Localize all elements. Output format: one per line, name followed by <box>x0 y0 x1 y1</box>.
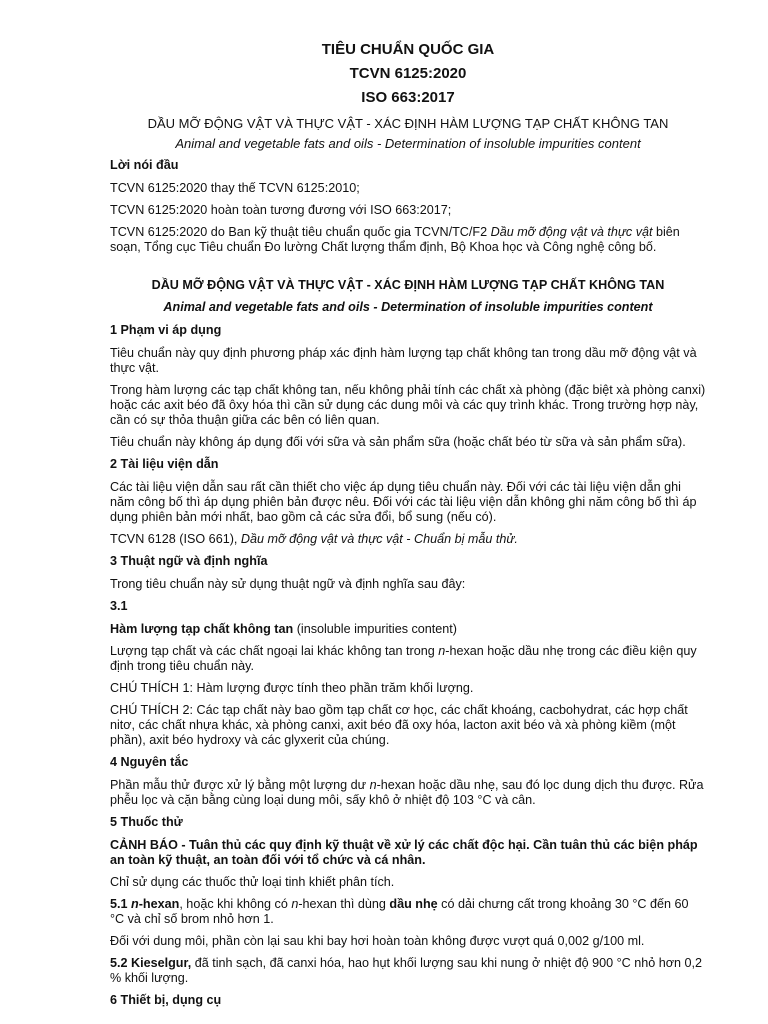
paragraph: Đối với dung môi, phần còn lại sau khi bay hơi hoàn toàn không được vượt quá 0,002 g/100 ml. <box>110 934 645 948</box>
text-run-bold: dầu nhẹ <box>389 897 438 911</box>
reference-item <box>110 532 706 547</box>
text-run: Phần mẫu thử được xử lý bằng một lượng dư <box>110 778 370 792</box>
section-heading: 2 Tài liệu viện dẫn <box>110 457 219 471</box>
paragraph <box>110 778 706 808</box>
foreword-paragraph: TCVN 6125:2020 thay thế TCVN 6125:2010; <box>110 181 360 195</box>
paragraph: Các tài liệu viện dẫn sau rất cần thiết cho việc áp dụng tiêu chuẩn này. Đối với các tài liệu viện dẫn ghi năm công bố thì áp dụng phiên bản được nêu. Đối với các tài liệu viện dẫn không ghi năm công bố thì áp dụng phiên bản mới nhất, bao gồm cả các sửa đổi, bổ sung (nếu có). <box>110 480 697 524</box>
paragraph: Chỉ sử dụng các thuốc thử loại tinh khiết phân tích. <box>110 875 395 889</box>
text-run: Lượng tạp chất và các chất ngoại lai khác không tan trong <box>110 644 439 658</box>
section-heading: 4 Nguyên tắc <box>110 755 189 769</box>
warning-text: CẢNH BÁO - Tuân thủ các quy định kỹ thuật về xử lý các chất độc hại. Cần tuân thủ các biện pháp an toàn kỹ thuật, an toàn đối với tổ chức và cá nhân. <box>110 838 698 867</box>
standard-title-en: Animal and vegetable fats and oils - Determination of insoluble impurities content <box>163 300 653 314</box>
foreword-heading: Lời nói đầu <box>110 158 179 172</box>
term-english: (insoluble impurities content) <box>293 622 457 636</box>
text-run: -hexan hoặc dầu nhẹ trong các điều kiện quy định trong tiêu chuẩn này. <box>110 644 697 673</box>
clause-number: 3.1 <box>110 599 128 613</box>
text-run-italic: Dầu mỡ động vật và thực vật - Chuẩn bị mẫu thử. <box>240 532 518 546</box>
text-run-italic: n <box>291 897 299 911</box>
section-heading: 3 Thuật ngữ và định nghĩa <box>110 554 268 568</box>
definition <box>110 644 706 674</box>
standard-subtitle-en: Animal and vegetable fats and oils - Determination of insoluble impurities content <box>175 136 641 151</box>
paragraph: Trong tiêu chuẩn này sử dụng thuật ngữ và định nghĩa sau đây: <box>110 577 466 591</box>
paragraph: Tiêu chuẩn này không áp dụng đối với sữa và sản phẩm sữa (hoặc chất béo từ sữa và sản phẩm sữa). <box>110 435 686 449</box>
item-number: 5.1 <box>110 897 132 911</box>
text-run-italic: n <box>369 778 377 792</box>
reagent-item <box>110 897 706 927</box>
iso-code: ISO 663:2017 <box>361 89 455 106</box>
text-run: -hexan thì dùng <box>298 897 390 911</box>
term <box>110 622 706 637</box>
text-run: đã tinh sạch, đã canxi hóa, hao hụt khối lượng sau khi nung ở nhiệt độ 900 °C nhỏ hơn 0,2 % khối lượng. <box>110 956 703 985</box>
note: CHÚ THÍCH 1: Hàm lượng được tính theo phần trăm khối lượng. <box>110 681 474 695</box>
standard-title: DẦU MỠ ĐỘNG VẬT VÀ THỰC VẬT - XÁC ĐỊNH HÀM LƯỢNG TẠP CHẤT KHÔNG TAN <box>151 278 665 292</box>
text-run: TCVN 6125:2020 do Ban kỹ thuật tiêu chuẩn quốc gia TCVN/TC/F2 <box>110 225 491 239</box>
paragraph: Tiêu chuẩn này quy định phương pháp xác định hàm lượng tạp chất không tan trong dầu mỡ động vật và thực vật. <box>110 346 697 375</box>
paragraph: Trong hàm lượng các tạp chất không tan, nếu không phải tính các chất xà phòng (đặc biệt xà phòng canxi) hoặc các axit béo đã ôxy hóa thì cần sử dụng các dung môi và các quy trình khác. Trong trường hợp này, cần có sự thỏa thuận giữa các bên có liên quan. <box>110 383 706 427</box>
section-heading: 6 Thiết bị, dụng cụ <box>110 993 222 1007</box>
text-run: -hexan hoặc dầu nhẹ, sau đó lọc dung dịch thu được. Rửa phễu lọc và cặn bằng cùng loại dung môi, sấy khô ở nhiệt độ 103 °C và cân. <box>110 778 704 807</box>
foreword-paragraph: TCVN 6125:2020 hoàn toàn tương đương với ISO 663:2017; <box>110 203 452 217</box>
text-run-bold: 5.2 Kieselgur, <box>110 956 192 970</box>
standard-type-title: TIÊU CHUẨN QUỐC GIA <box>321 41 495 58</box>
note: CHÚ THÍCH 2: Các tạp chất này bao gồm tạp chất cơ học, các chất khoáng, cacbohydrat, các hợp chất nitơ, các chất nhựa khác, xà phòng canxi, axit béo đã oxy hóa, lacton axit béo và xà phòng kiềm (một phần), axit béo hydroxy và các glyxerit của chúng. <box>110 703 688 747</box>
text-run-italic: n <box>438 644 446 658</box>
text-run-italic: Dầu mỡ động vật và thực vật <box>490 225 653 239</box>
term-name: Hàm lượng tạp chất không tan <box>110 622 294 636</box>
text-run: có dải chưng cất trong khoảng 30 °C đến 60 °C và chỉ số brom nhỏ hơn 1. <box>110 897 689 926</box>
text-run-bold-italic: n <box>131 897 139 911</box>
standard-subtitle: DẦU MỠ ĐỘNG VẬT VÀ THỰC VẬT - XÁC ĐỊNH HÀM LƯỢNG TẠP CHẤT KHÔNG TAN <box>147 116 669 131</box>
standard-code: TCVN 6125:2020 <box>349 65 467 82</box>
text-run-bold: -hexan <box>138 897 180 911</box>
text-run: biên soạn, Tổng cục Tiêu chuẩn Đo lường Chất lượng thẩm định, Bộ Khoa học và Công nghệ công bố. <box>110 225 680 254</box>
text-run: TCVN 6128 (ISO 661), <box>110 532 241 546</box>
document-header <box>110 38 706 154</box>
section-heading: 5 Thuốc thử <box>110 815 183 829</box>
section-heading: 1 Phạm vi áp dụng <box>110 323 222 337</box>
reagent-item <box>110 956 706 986</box>
text-run: , hoặc khi không có <box>179 897 292 911</box>
foreword-paragraph <box>110 225 706 255</box>
